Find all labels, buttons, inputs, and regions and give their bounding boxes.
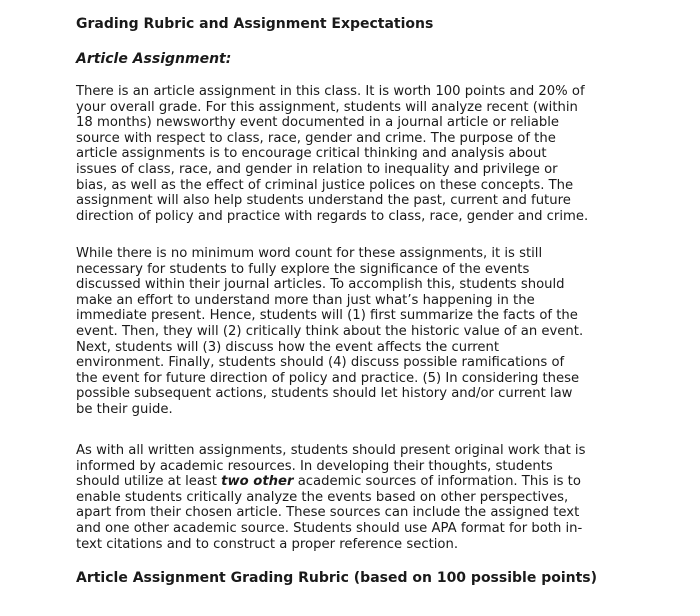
text-line: source with respect to class, race, gender and crime. The purpose of the (76, 130, 556, 146)
text-line: bias, as well as the effect of criminal justice polices on these concepts. The (76, 177, 574, 193)
text-line: enable students critically analyze the events based on other perspectives, (76, 489, 569, 505)
text-line: and one other academic source. Students should use APA format for both in- (76, 520, 583, 536)
document-title: Grading Rubric and Assignment Expectations (76, 16, 434, 32)
text-line: possible subsequent actions, students should let history and/or current law (76, 386, 573, 402)
text-line: Next, students will (3) discuss how the event affects the current (76, 339, 500, 355)
paragraph-overview (76, 84, 636, 224)
text-line: make an effort to understand more than just what’s happening in the (76, 292, 535, 308)
rubric-heading: Article Assignment Grading Rubric (based on 100 possible points) (76, 570, 598, 586)
text-line: direction of policy and practice with regards to class, race, gender and crime. (76, 208, 589, 224)
text-line: immediate present. Hence, students will (1) first summarize the facts of the (76, 308, 578, 324)
text-line: article assignments is to encourage critical thinking and analysis about (76, 146, 547, 162)
text-line: your overall grade. For this assignment, students will analyze recent (within (76, 99, 578, 115)
text-line: discussed within their journal articles. To accomplish this, students should (76, 277, 565, 293)
text-line: text citations and to construct a proper reference section. (76, 536, 459, 552)
text-line: 18 months) newsworthy event documented in a journal article or reliable (76, 115, 559, 131)
text-line: informed by academic resources. In developing their thoughts, students (76, 458, 553, 474)
text-line: be their guide. (76, 401, 173, 417)
text-line: apart from their chosen article. These sources can include the assigned text (76, 505, 580, 521)
section-heading: Article Assignment: (76, 51, 232, 67)
text-line: issues of class, race, and gender in relation to inequality and privilege or (76, 161, 558, 177)
text-line: event. Then, they will (2) critically think about the historic value of an event. (76, 323, 584, 339)
paragraph-analysis-steps (76, 246, 636, 418)
text-fragment: should utilize at least (76, 474, 222, 490)
paragraph-sources (76, 443, 636, 552)
text-line: assignment will also help students understand the past, current and future (76, 193, 571, 209)
text-line: As with all written assignments, students should present original work that is (76, 443, 586, 458)
text-line: the event for future direction of policy and practice. (5) In considering these (76, 370, 580, 386)
text-line-with-emphasis (76, 474, 636, 490)
text-line: necessary for students to fully explore the significance of the events (76, 261, 530, 277)
text-line: While there is no minimum word count for these assignments, it is still (76, 246, 543, 261)
text-line: There is an article assignment in this class. It is worth 100 points and 20% of (76, 84, 585, 99)
text-line: environment. Finally, students should (4) discuss possible ramifications of (76, 355, 565, 371)
emphasis-two-other: two other (221, 474, 294, 490)
text-fragment: academic sources of information. This is to (293, 474, 581, 490)
